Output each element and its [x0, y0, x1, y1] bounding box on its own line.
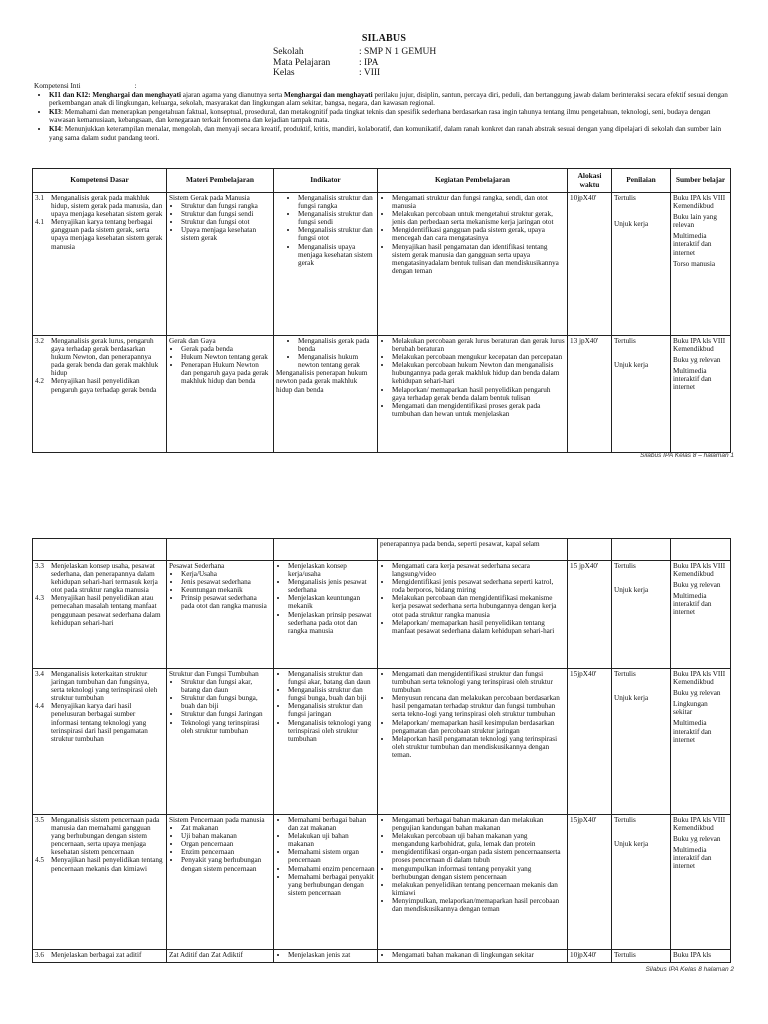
sumber-cell: Buku IPA kls VIII Kemendikbud Buku yg relevan Multimedia interaktif dan internet — [671, 336, 731, 453]
page-footer: Silabus IPA Kelas 8 halaman 2 — [645, 966, 734, 973]
kegiatan-cell: • Melakukan percobaan gerak lurus beraturan dan gerak lurus berubah beraturan • Melakukan percobaan mengukur kecepatan dan percepatan • Melakukan percobaan hukum Newton dan menganalisis hubungannya pada gerak makhluk hidup dan benda dalam kehidupan sehari-hari • Melaporkan/ memaparkan hasil penyelidikan pengaruh gaya terhadap gerak benda dalam bentuk tulisan • Mengamati dan mengidentifikasi proses gerak pada tumbuhan dan hewan untuk menjelaskan — [378, 336, 568, 453]
indikator-cell: • Menjelaskan konsep kerja/usaha • Menganalisis jenis pesawat sederhana • Menjelaskan keuntungan mekanik • Menjelaskan prinsip pesawat sederhana pada otot dan rangka manusia — [274, 561, 378, 669]
kompetensi-inti — [34, 82, 734, 142]
header-kompetensi-dasar: Kompetensi Dasar — [33, 169, 167, 193]
indikator-cell: • Menganalisis struktur dan fungsi rangka • Menganalisis struktur dan fungsi sendi • Menganalisis struktur dan fungsi otot • Menganalisis upaya menjaga kesehatan sistem gerak — [274, 193, 378, 336]
alokasi-cell: 13 jpX40' — [568, 336, 612, 453]
alokasi-cell: 15jpX40' — [568, 815, 612, 950]
meta-subject: Mata Pelajaran : IPA — [273, 57, 379, 68]
ki-heading: Kompetensi Inti — [34, 82, 81, 90]
materi-cell: Zat Aditif dan Zat Adiktif — [167, 950, 274, 963]
penilaian-cell: Tertulis — [612, 950, 671, 963]
sumber-cell: Buku IPA kls VIII Kemendikbud Buku lain yang relevan Multimedia interaktif dan internet Torso manusia — [671, 193, 731, 336]
indikator-cell: • Menjelaskan jenis zat — [274, 950, 378, 963]
penilaian-cell: Tertulis Unjuk kerja — [612, 336, 671, 453]
sumber-cell: Buku IPA kls VIII Kemendikbud Buku yg relevan Lingkungan sekitar Multimedia interaktif dan internet — [671, 669, 731, 815]
table-row-continued — [33, 539, 731, 561]
sumber-cell: Buku IPA kls — [671, 950, 731, 963]
table-row — [33, 336, 731, 453]
kegiatan-cell: • Mengamati berbagai bahan makanan dan melakukan pengujian kandungan bahan makanan • Melakukan percobaan uji bahan makanan yang mengandung karbohidrat, gula, lemak dan protein • mengidentifikasi organ-organ pada sistem pencernaanserta proses pencernaan di dalam tubuh • mengumpulkan informasi tentang penyakit yang berhubungan dengan sistem pencernaan • melakukan penyelidikan tentang pencernaan mekanis dan kimiawi • Menyimpulkan, melaporkan/memaparkan hasil percobaan dan mendiskusikannya dengan teman — [378, 815, 568, 950]
alokasi-cell: 15jpX40' — [568, 669, 612, 815]
header-materi: Materi Pembelajaran — [167, 169, 274, 193]
materi-cell: Sistem Gerak pada Manusia • Struktur dan fungsi rangka • Struktur dan fungsi sendi • Struktur dan fungsi otot • Upaya menjaga kesehatan sistem gerak — [167, 193, 274, 336]
alokasi-cell: 15 jpX40' — [568, 561, 612, 669]
header-alokasi: Alokasi waktu — [568, 169, 612, 193]
page-footer: Silabus IPA Kelas 8 – halaman 1 — [640, 452, 734, 459]
materi-cell: Sistem Pencernaan pada manusia • Zat makanan • Uji bahan makanan • Organ pencernaan • Enzim pencernaan • Penyakit yang berhubungan dengan sistem pencernaan — [167, 815, 274, 950]
kd-cell: 3.3 Menjelaskan konsep usaha, pesawat sederhana, dan penerapannya dalam kehidupan sehari-hari termasuk kerja otot pada struktur rangka manusia 4.3 Menyajikan hasil penyelidikan atau pemecahan masalah tentang manfaat penggunaan pesawat sederhana dalam kehidupan sehari-hari — [33, 561, 167, 669]
kd-cell: 3.5 Menganalisis sistem pencernaan pada manusia dan memahami gangguan yang berhubungan dengan sistem pencernaan, serta upaya menjaga kesehatan sistem pencernaan 4.5 Menyajikan hasil penyelidikan tentang pencernaan mekanis dan kimiawi — [33, 815, 167, 950]
kegiatan-cell: • Mengamati bahan makanan di lingkungan sekitar — [378, 950, 568, 963]
ki-item: • KI1 dan KI2: Menghargai dan menghayati ajaran agama yang dianutnya serta Menghargai dan menghayati perilaku jujur, disiplin, santun, percaya diri, peduli, dan bertanggung jawab dalam berinteraksi secara efektif sesuai dengan perkembangan anak di lingkungan, keluarga, sekolah, masyarakat dan lingkungan alam sekitar, bangsa, negara, dan kawasan regional. — [49, 91, 734, 108]
penilaian-cell: Tertulis Unjuk kerja — [612, 669, 671, 815]
school-meta — [273, 47, 436, 79]
header-indikator: Indikator — [274, 169, 378, 193]
kd-cell: 3.2 Menganalisis gerak lurus, pengaruh gaya terhadap gerak berdasarkan hukum Newton, dan penerapannya pada gerak benda dan gerak makhluk hidup 4.2 Menyajikan hasil penyelidikan pengaruh gaya terhadap gerak benda — [33, 336, 167, 453]
indikator-cell: • Memahami berbagai bahan dan zat makanan • Melakukan uji bahan makanan • Memahami sistem organ pencernaan • Memahami enzim pencernaan • Memahami berbagai penyakit yang berhubungan dengan sistem pencernaan — [274, 815, 378, 950]
header-penilaian: Penilaian — [612, 169, 671, 193]
table-row — [33, 561, 731, 669]
kegiatan-cell: • Mengamati dan mengidentifikasi struktur dan fungsi tumbuhan serta teknologi yang terinspirasi oleh struktur tumbuhan • Menyusun rencana dan melakukan percobaan berdasarkan hasil pengamatan terhadap struktur dan fungsi tumbuhan serta tekno-logi yang terinspirasi oleh struktur tumbuhan • Melaporkan/ memaparkan hasil kesimpulan berdasarkan pengamatan dan percobaan struktur jaringan • Melaporkan hasil pengamatan teknologi yang terinspirasi oleh struktur tumbuhan dan mendiskusikannya dengan teman. — [378, 669, 568, 815]
ki-list — [34, 91, 734, 143]
document-title: SILABUS — [361, 33, 407, 44]
header-sumber: Sumber belajar — [671, 169, 731, 193]
materi-cell: Gerak dan Gaya • Gerak pada benda • Hukum Newton tentang gerak • Penerapan Hukum Newton dan pengaruh gaya pada gerak makhluk hidup dan benda — [167, 336, 274, 453]
materi-cell: Pesawat Sederhana • Kerja/Usaha • Jenis pesawat sederhana • Keuntungan mekanik • Prinsip pesawat sederhana pada otot dan rangka manusia — [167, 561, 274, 669]
syllabus-table-page2 — [32, 538, 731, 963]
kd-cell: 3.4 Menganalisis keterkaitan struktur jaringan tumbuhan dan fungsinya, serta teknologi yang terinspirasi oleh struktur tumbuhan 4.4 Menyajikan karya dari hasil penelusuran berbagai sumber informasi tentang teknologi yang terinspirasi dari hasil pengamatan struktur tumbuhan — [33, 669, 167, 815]
sumber-cell: Buku IPA kls VIII Kemendikbud Buku yg relevan Multimedia interaktif dan internet — [671, 815, 731, 950]
kegiatan-cell: • Mengamati cara kerja pesawat sederhana secara langsung/video • Mengidentifikasi jenis pesawat sederhana seperti katrol, roda berporos, bidang miring • Melakukan percobaan dan mengidentifikasi mekanisme kerja pesawat sederhana serta hubungannya dengan kerja otot pada struktur rangka manusia • Melaporkan/ memaparkan hasil penyelidikan tentang manfaat pesawat sederhana dalam kehidupan sehari-hari — [378, 561, 568, 669]
sumber-cell: Buku IPA kls VIII Kemendikbud Buku yg relevan Multimedia interaktif dan internet — [671, 561, 731, 669]
kd-cell: 3.6 Menjelaskan berbagai zat aditif — [33, 950, 167, 963]
alokasi-cell: 10jpX40' — [568, 950, 612, 963]
table-header-row — [33, 169, 731, 193]
indikator-cell: • Menganalisis struktur dan fungsi akar, batang dan daun • Menganalisis struktur dan fungsi bunga, buah dan biji • Menganalisis struktur dan fungsi jaringan • Menganalisis teknologi yang terinspirasi oleh struktur tumbuhan — [274, 669, 378, 815]
kegiatan-cell: • Mengamati struktur dan fungsi rangka, sendi, dan otot manusia • Melakukan percobaan untuk mengetahui struktur gerak, jenis dan perbedaan serta mekanisme kerja jaringan otot • Mengidentifikasi gangguan pada sistem gerak, upaya mencegah dan cara mengatasinya • Menyajikan hasil pengamatan dan identifikasi tentang sistem gerak manusia dan gangguan serta upaya mengatasinyadalam bentuk tulisan dan mendiskusikannya dengan teman — [378, 193, 568, 336]
indikator-cell: • Menganalisis gerak pada benda • Menganalisis hukum newton tentang gerak Menganalisis penerapan hukum newton pada gerak makhluk hidup dan benda — [274, 336, 378, 453]
penilaian-cell: Tertulis Unjuk kerja — [612, 561, 671, 669]
alokasi-cell: 10jpX40' — [568, 193, 612, 336]
table-row — [33, 193, 731, 336]
meta-school: Sekolah : SMP N 1 GEMUH — [273, 47, 437, 57]
ki-item: • KI3: Memahami dan menerapkan pengetahuan faktual, konseptual, prosedural, dan metakognitif pada tingkat teknis dan spesifik sederhana berdasarkan rasa ingin tahunya tentang ilmu pengetahuan, teknologi, seni, budaya dengan wawasan kemanusiaan, kebangsaan, dan kenegaraan terkait fenomena dan kejadian tampak mata. — [49, 108, 734, 125]
header-kegiatan: Kegiatan Pembelajaran — [378, 169, 568, 193]
ki-item: • KI4: Menunjukkan keterampilan menalar, mengolah, dan menyaji secara kreatif, produktif, kritis, mandiri, kolaboratif, dan komunikatif, dalam ranah konkret dan ranah abstrak sesuai dengan yang dipelajari di sekolah dan sumber lain yang sama dalam sudut pandang teori. — [49, 125, 734, 142]
penilaian-cell: Tertulis Unjuk kerja — [612, 193, 671, 336]
table-row — [33, 815, 731, 950]
table-row — [33, 669, 731, 815]
kegiatan-cell: penerapannya pada benda, seperti pesawat, kapal selam — [378, 539, 568, 561]
materi-cell: Struktur dan Fungsi Tumbuhan • Struktur dan fungsi akar, batang dan daun • Struktur dan fungsi bunga, buah dan biji • Struktur dan fungsi Jaringan • Teknologi yang terinspirasi oleh struktur tumbuhan — [167, 669, 274, 815]
meta-class: Kelas : VIII — [273, 68, 381, 78]
table-row — [33, 950, 731, 963]
penilaian-cell: Tertulis Unjuk kerja — [612, 815, 671, 950]
syllabus-table-page1 — [32, 168, 731, 453]
kd-cell: 3.1 Menganalisis gerak pada makhluk hidup, sistem gerak pada manusia, dan upaya menjaga kesehatan sistem gerak 4.1 Menyajikan karya tentang berbagai gangguan pada sistem gerak, serta upaya menjaga kesehatan sistem gerak manusia — [33, 193, 167, 336]
ki-heading-row: Kompetensi Inti : — [34, 82, 137, 90]
